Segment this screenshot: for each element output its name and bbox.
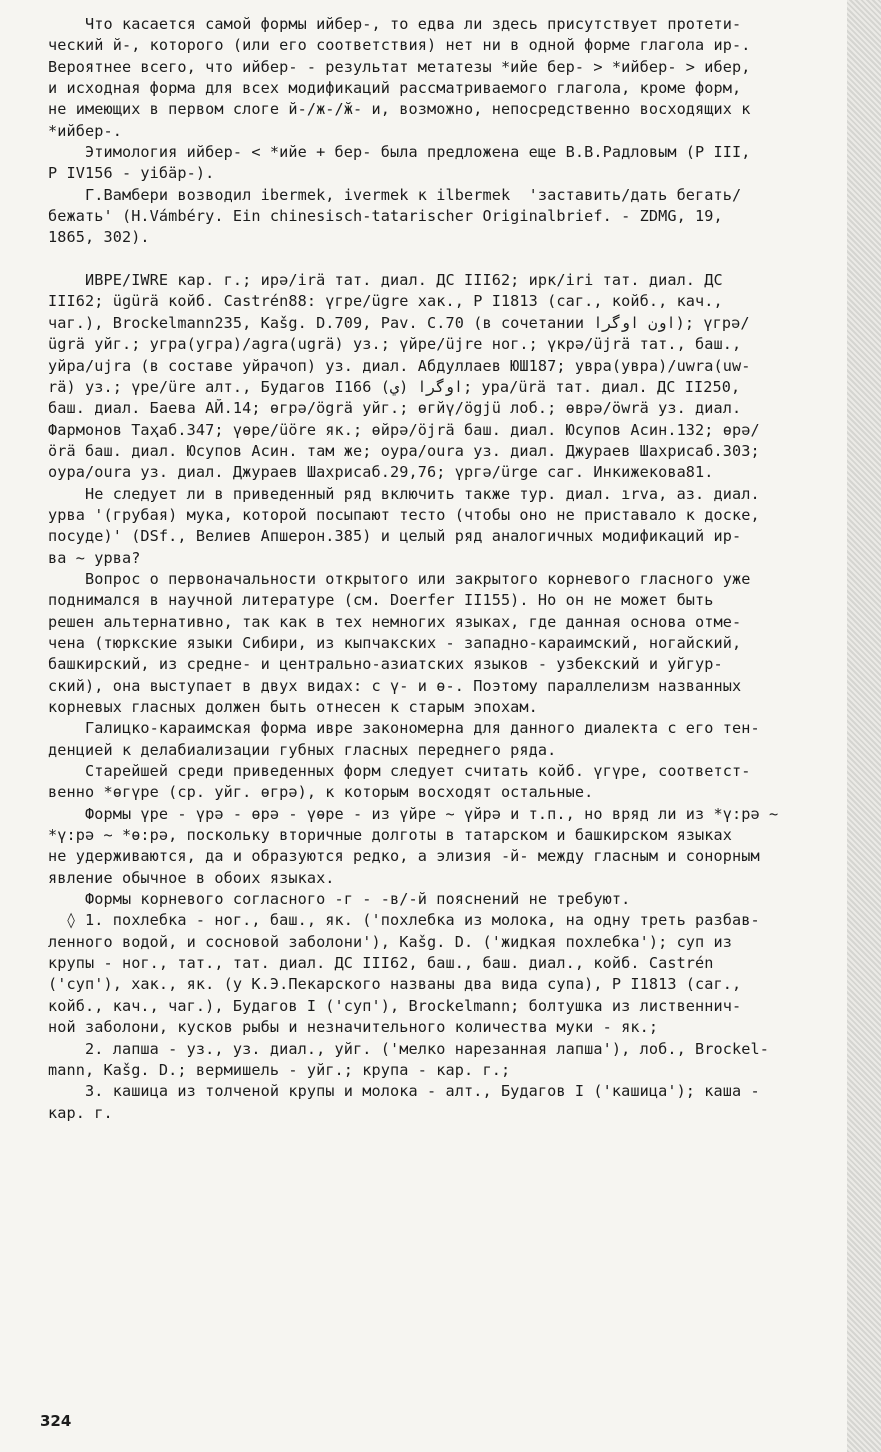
text-line: III62; ügürä койб. Castrén88: үгре/ügre хак., Р I1813 (саг., койб., кач.,: [48, 292, 723, 311]
text-line: mann, Каšg. D.; вермишель - уйг.; крупа - кар. г.;: [48, 1060, 511, 1079]
text-line: чаг.), Brockelmann235, Kаšg. D.709, Pav. C.70 (в сочетании اون اوگرا); үгрә/: [48, 313, 750, 332]
text-line: Формы корневого согласного -г - -в/-й пояснений не требуют.: [48, 890, 631, 909]
document-body: [48, 14, 848, 1124]
text-line: Г.Вамбери возводил ibermek, ivermek к ilbermek 'заставить/дать бегать/: [48, 185, 742, 204]
text-line: баш. диал. Баева АЙ.14; өгрә/ögrä уйг.; өгйү/ögjü лоб.; өврә/öwrä уз. диал.: [48, 399, 742, 418]
text-line: Фармонов Таҳаб.347; үөре/üöre як.; өйрә/öjrä баш. диал. Юсупов Асин.132; өрә/: [48, 420, 760, 439]
text-line: *ийбер-.: [48, 121, 122, 140]
text-line: явление обычное в обоих языках.: [48, 868, 335, 887]
text-line: ügrä уйг.; угра(угра)/agra(ugrä) уз.; үйре/üjre ног.; үкрә/üjrä тат., баш.,: [48, 335, 742, 354]
text-line: Р IV156 - yiбäр-).: [48, 164, 215, 183]
text-line: бежать' (H.Vámbéry. Ein chinesisch-tatarischer Originalbrief. - ZDMG, 19,: [48, 207, 723, 226]
text-line: уйра/ujra (в составе уйрачоп) уз. диал. Абдуллаев ЮШ187; увра(увра)/uwra(uw-: [48, 356, 751, 375]
text-line: урва '(грубая) мука, которой посыпают тесто (чтобы оно не приставало к доске,: [48, 505, 760, 524]
text-line: 2. лапша - уз., уз. диал., уйг. ('мелко нарезанная лапша'), лоб., Brockel-: [48, 1039, 770, 1058]
text-line: оура/oura уз. диал. Джураев Шахрисаб.29,76; үргә/ürge саг. Инкижекова81.: [48, 463, 714, 482]
text-line: örä баш. диал. Юсупов Асин. там же; оура/oura уз. диал. Джураев Шахрисаб.303;: [48, 441, 760, 460]
text-line: посуде)' (DSf., Велиев Апшерон.385) и целый ряд аналогичных модификаций ир-: [48, 527, 742, 546]
text-line: Старейшей среди приведенных форм следует считать койб. үгүре, соответст-: [48, 762, 751, 781]
text-line: решен альтернативно, так как в тех немногих языках, где данная основа отме-: [48, 612, 742, 631]
text-line: ческий й-, которого (или его соответствия) нет ни в одной форме глагола ир-.: [48, 36, 751, 55]
text-line: 1865, 302).: [48, 228, 150, 247]
text-line: ной заболони, кусков рыбы и незначительного количества муки - як.;: [48, 1018, 659, 1037]
text-line: ский), она выступает в двух видах: с ү- и ө-. Поэтому параллелизм названных: [48, 676, 742, 695]
text-line: Не следует ли в приведенный ряд включить также тур. диал. ırva, аз. диал.: [48, 484, 760, 503]
text-line: ◊ 1. похлебка - ног., баш., як. ('похлебка из молока, на одну треть разбав-: [48, 911, 760, 930]
text-line: чена (тюркские языки Сибири, из кыпчакских - западно-караимский, ногайский,: [48, 633, 742, 652]
text-line: 3. кашица из толченой крупы и молока - алт., Будагов I ('кашица'); каша -: [48, 1082, 760, 1101]
text-line: ва ~ урва?: [48, 548, 141, 567]
text-line: *ү:рә ~ *ө:рә, поскольку вторичные долготы в татарском и башкирском языках: [48, 826, 733, 845]
text-line: Что касается самой формы ийбер-, то едва ли здесь присутствует протети-: [48, 15, 742, 33]
text-line: корневых гласных должен быть отнесен к старым эпохам.: [48, 698, 538, 716]
text-line: ИВРЕ/IWRE кар. г.; ирә/irä тат. диал. ДС III62; ирк/iri тат. диал. ДС: [48, 271, 723, 290]
text-line: не удерживаются, да и образуются редко, а элизия -й- между гласным и сонорным: [48, 847, 760, 866]
text-line: койб., кач., чаг.), Будагов I ('суп'), Brockelmann; болтушка из лиственнич-: [48, 996, 742, 1015]
text-line: денцией к делабиализации губных гласных переднего ряда.: [48, 740, 557, 759]
text-line: и исходная форма для всех модификаций рассматриваемого глагола, кроме форм,: [48, 79, 742, 98]
text-line: ('суп'), хак., як. (у К.Э.Пекарского названы два вида супа), Р I1813 (саг.,: [48, 975, 742, 994]
page-number: 324: [40, 1412, 72, 1430]
text-line: кар. г.: [48, 1103, 113, 1122]
text-line: башкирский, из средне- и центрально-азиатских языков - узбекский и уйгур-: [48, 655, 723, 674]
text-line: Вопрос о первоначальности открытого или закрытого корневого гласного уже: [48, 569, 751, 588]
text-line: Этимология ийбер- < *ийе + бер- была предложена еще В.В.Радловым (Р III,: [48, 143, 751, 162]
text-line: не имеющих в первом слоге й-/ж-/ӂ- и, возможно, непосредственно восходящих к: [48, 100, 751, 119]
text-line: венно *өгүре (ср. уйг. өгрә), к которым восходят остальные.: [48, 783, 594, 802]
scan-edge-shadow: [847, 0, 881, 1452]
text-line: поднимался в научной литературе (см. Doerfer II155). Но он не может быть: [48, 591, 714, 610]
text-line: ленного водой, и сосновой заболони'), Каšg. D. ('жидкая похлебка'); суп из: [48, 932, 733, 951]
text-line: Галицко-караимская форма ивре закономерна для данного диалекта с его тен-: [48, 719, 760, 738]
text-line: rä) уз.; үре/üre алт., Будагов I166 اوگرا (ي); ура/ürä тат. диал. ДС II250,: [48, 377, 741, 396]
text-line: Вероятнее всего, что ийбер- - результат метатезы *ийе бер- > *ийбер- > ибер,: [48, 57, 751, 76]
text-line: Формы үре - үрә - өрә - үөре - из үйре ~ үйрә и т.п., но вряд ли из *ү:рә ~: [48, 804, 779, 823]
paragraph-gap: [48, 249, 848, 270]
text-line: крупы - ног., тат., тат. диал. ДС III62, баш., баш. диал., койб. Castrén: [48, 954, 714, 973]
